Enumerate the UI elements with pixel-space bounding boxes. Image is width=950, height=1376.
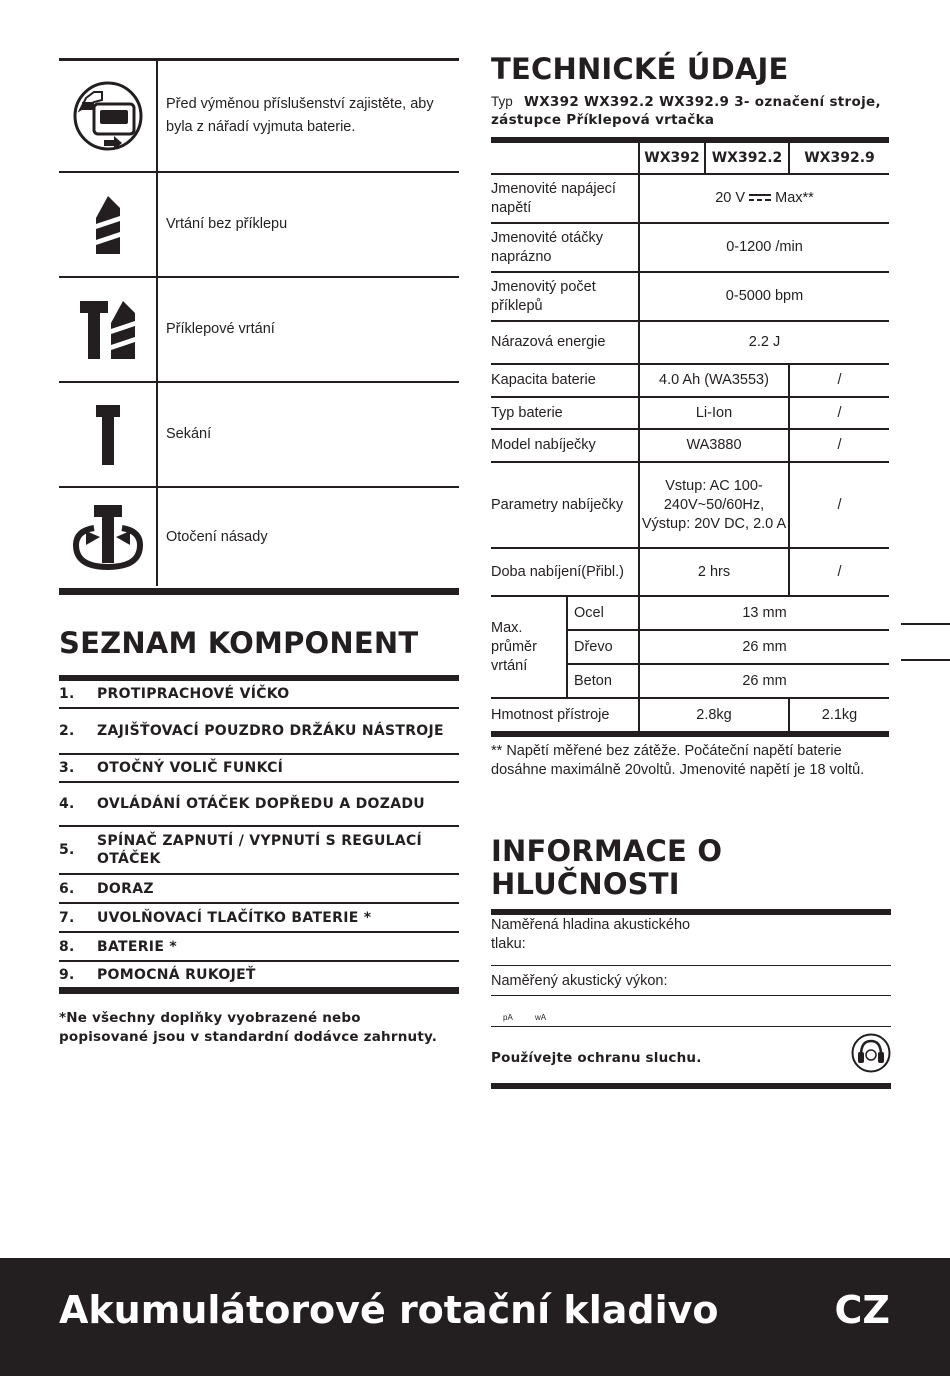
list-item <box>59 827 459 875</box>
unit-pa: pA <box>503 1013 513 1022</box>
row-label: Max. průměr vrtání <box>491 596 567 698</box>
symbol-row <box>59 58 459 171</box>
row-value: WA3880 <box>639 429 789 462</box>
hammer-drill-icon <box>59 278 158 381</box>
dc-symbol-icon <box>749 193 771 203</box>
list-item <box>59 875 459 904</box>
symbol-row <box>59 486 459 586</box>
row-label: Hmotnost přístroje <box>491 698 639 734</box>
row-value: Vstup: AC 100-240V~50/60Hz, Výstup: 20V DC, 2.0 A <box>639 462 789 548</box>
row-value: / <box>789 462 889 548</box>
noise-info <box>491 909 891 1089</box>
row-label: Model nabíječky <box>491 429 639 462</box>
item-label: ZAJIŠŤOVACÍ POUZDRO DRŽÁKU NÁSTROJE <box>97 723 444 739</box>
row-value: / <box>789 364 889 397</box>
symbol-text: Před výměnou příslušenství zajistěte, aby byla z nářadí vyjmuta baterie. <box>166 96 434 135</box>
row-label: Jmenovité napájecí napětí <box>491 174 639 223</box>
pressure-label: Naměřená hladina akustického tlaku: <box>491 917 691 952</box>
section-title: INFORMACE O HLUČNOSTI <box>491 834 723 901</box>
table-row <box>491 462 889 548</box>
row-value: Li-Ion <box>639 397 789 429</box>
table-row <box>491 429 889 462</box>
column-header: WX392.9 <box>789 140 889 174</box>
ear-protection-text: Používejte ochranu sluchu. <box>491 1050 702 1066</box>
row-sublabel: Ocel <box>567 596 639 630</box>
row-label: Parametry nabíječky <box>491 462 639 548</box>
type-line <box>491 93 891 129</box>
symbol-text: Sekání <box>166 426 212 442</box>
row-value: 26 mm <box>639 630 889 664</box>
row-value: 2.1kg <box>789 698 889 734</box>
symbol-row <box>59 276 459 381</box>
item-label: UVOLŇOVACÍ TLAČÍTKO BATERIE * <box>97 909 372 926</box>
drill-bit-icon <box>59 173 158 276</box>
ear-protection-row <box>491 1027 891 1089</box>
symbol-text: Příklepové vrtání <box>166 321 275 337</box>
unit-row <box>491 996 891 1027</box>
edge-mark <box>901 623 950 625</box>
item-label: BATERIE * <box>97 938 177 955</box>
item-label: SPÍNAČ ZAPNUTÍ / VYPNUTÍ S REGULACÍ OTÁČEK <box>97 833 423 867</box>
table-row <box>491 364 889 397</box>
table-header-row <box>491 140 889 174</box>
column-header: WX392.2 <box>705 140 789 174</box>
symbol-text: Otočení násady <box>166 528 268 545</box>
table-row <box>491 548 889 596</box>
table-row <box>491 321 889 364</box>
section-title: TECHNICKÉ ÚDAJE <box>491 52 789 86</box>
item-label: DORAZ <box>97 880 154 897</box>
symbol-row <box>59 381 459 486</box>
symbol-text: Vrtání bez příklepu <box>166 216 288 232</box>
item-number: 5. <box>59 842 75 858</box>
footnote: ** Napětí měřené bez zátěže. Počáteční napětí baterie dosáhne maximálně 20voltů. Jmenovité napětí je 18 voltů. <box>491 743 865 778</box>
row-sublabel: Beton <box>567 664 639 698</box>
row-value: 20 V Max** <box>639 174 889 223</box>
power-label: Naměřený akustický výkon: <box>491 966 891 996</box>
spec-table <box>491 137 889 737</box>
row-sublabel: Dřevo <box>567 630 639 664</box>
row-label: Jmenovité otáčky naprázno <box>491 223 639 272</box>
divider <box>59 588 459 595</box>
row-value: 4.0 Ah (WA3553) <box>639 364 789 397</box>
item-number: 1. <box>59 686 75 702</box>
ear-protection-icon <box>851 1033 891 1073</box>
row-value: / <box>789 429 889 462</box>
table-row <box>491 596 889 630</box>
list-item <box>59 904 459 933</box>
row-label: Nárazová energie <box>491 321 639 364</box>
row-label: Kapacita baterie <box>491 364 639 397</box>
list-item <box>59 962 459 994</box>
document-title: Akumulátorové rotační kladivo <box>59 1288 719 1332</box>
item-label: POMOCNÁ RUKOJEŤ <box>97 966 256 983</box>
item-number: 9. <box>59 966 75 983</box>
column-header: WX392 <box>639 140 705 174</box>
list-item <box>59 709 459 755</box>
item-number: 7. <box>59 909 75 926</box>
hammer-icon <box>59 383 158 486</box>
section-title: SEZNAM KOMPONENT <box>59 626 419 660</box>
row-value: 2.2 J <box>639 321 889 364</box>
table-row <box>491 397 889 429</box>
table-row <box>491 698 889 734</box>
item-number: 6. <box>59 880 75 897</box>
chisel-rotation-icon <box>59 488 158 586</box>
list-item <box>59 755 459 783</box>
component-list <box>59 675 459 994</box>
row-value: 2.8kg <box>639 698 789 734</box>
edge-mark <box>901 659 950 661</box>
battery-removal-icon <box>59 61 158 171</box>
language-code: CZ <box>834 1288 890 1332</box>
footnote: *Ne všechny doplňky vyobrazené nebo popisované jsou v standardní dodávce zahrnuty. <box>59 1010 438 1045</box>
symbol-table <box>59 58 459 586</box>
row-label: Typ baterie <box>491 397 639 429</box>
item-number: 4. <box>59 796 75 812</box>
list-item <box>59 681 459 709</box>
item-number: 2. <box>59 723 75 739</box>
row-value: 0-1200 /min <box>639 223 889 272</box>
table-row <box>491 223 889 272</box>
item-label: OVLÁDÁNÍ OTÁČEK DOPŘEDU A DOZADU <box>97 796 425 812</box>
row-label: Doba nabíjení(Přibl.) <box>491 548 639 596</box>
list-item <box>59 933 459 962</box>
unit-wa: wA <box>535 1013 547 1022</box>
table-row <box>491 174 889 223</box>
symbol-row <box>59 171 459 276</box>
type-prefix: Typ <box>491 94 513 109</box>
item-number: 8. <box>59 938 75 955</box>
row-value: / <box>789 548 889 596</box>
item-label: PROTIPRACHOVÉ VÍČKO <box>97 686 290 702</box>
item-number: 3. <box>59 760 75 776</box>
item-label: OTOČNÝ VOLIČ FUNKCÍ <box>97 760 284 776</box>
table-row <box>491 272 889 321</box>
row-value: 13 mm <box>639 596 889 630</box>
row-value: / <box>789 397 889 429</box>
row-value: 2 hrs <box>639 548 789 596</box>
row-label: Jmenovitý počet příklepů <box>491 272 639 321</box>
list-item <box>59 783 459 827</box>
type-models: WX392 WX392.2 WX392.9 3- označení stroje, zástupce Příklepová vrtačka <box>491 94 881 128</box>
row-value: 0-5000 bpm <box>639 272 889 321</box>
row-value: 26 mm <box>639 664 889 698</box>
